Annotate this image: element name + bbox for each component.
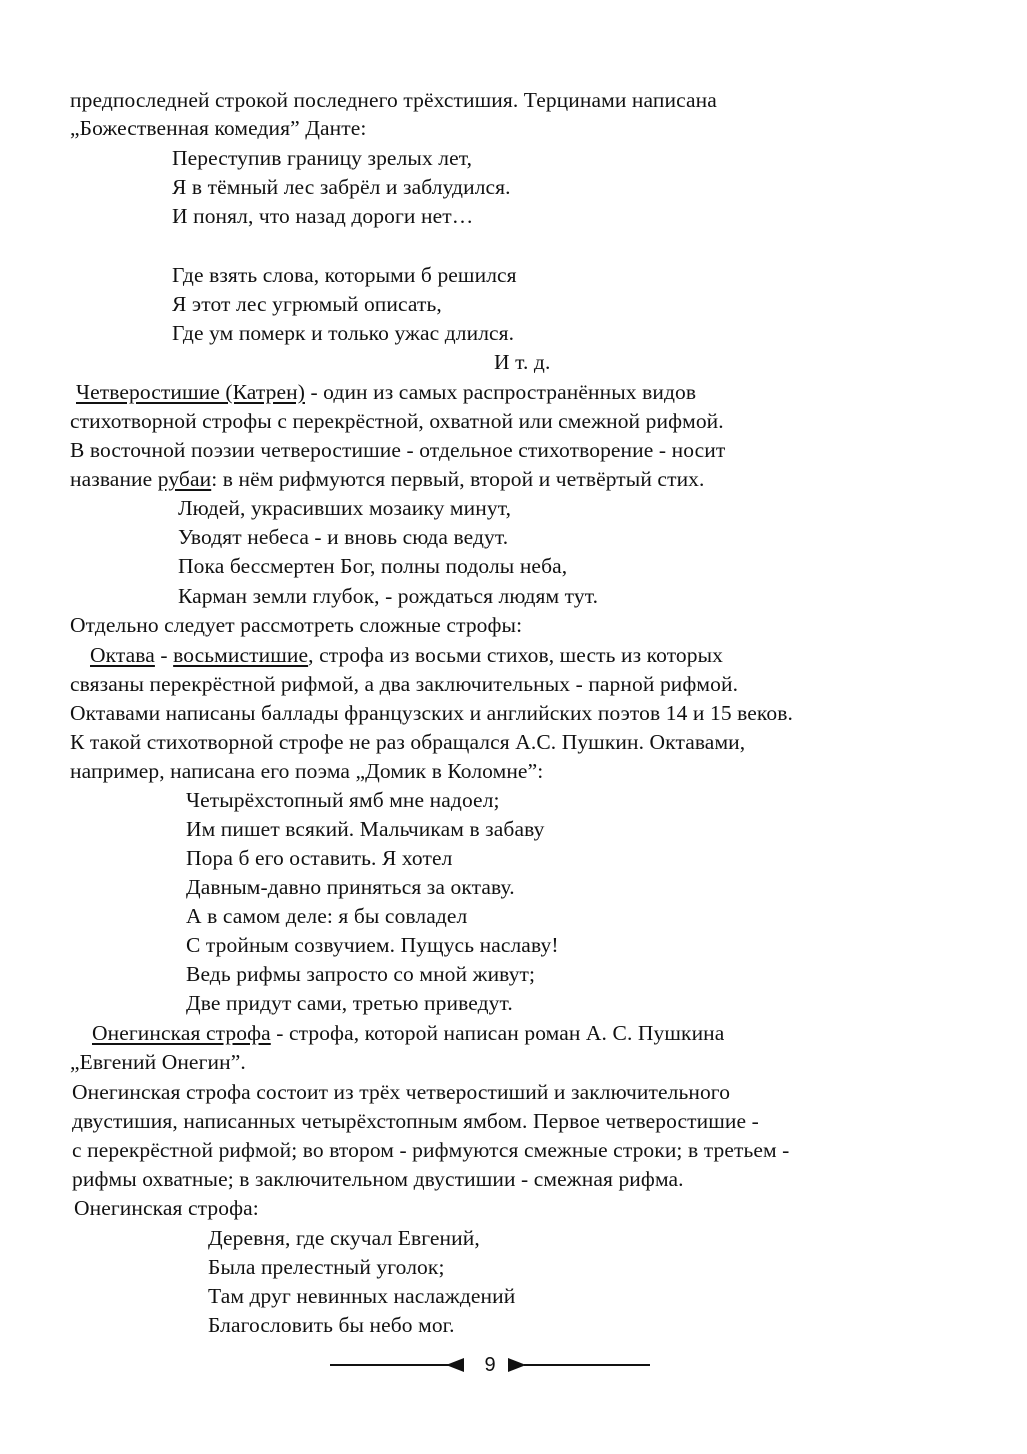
verse-line: Уводят небеса - и вновь сюда ведут.	[178, 525, 509, 549]
verse-line: Четырёхстопный ямб мне надоел;	[186, 788, 500, 812]
verse-line: Давным-давно приняться за октаву.	[186, 875, 515, 899]
verse-line: Пора б его оставить. Я хотел	[186, 846, 453, 870]
paragraph-line: Онегинская строфа состоит из трёх четверостиший и заключительного	[72, 1080, 731, 1104]
etc-label: И т. д.	[494, 350, 551, 374]
paragraph-line: Октавами написаны баллады французских и английских поэтов 14 и 15 веков.	[70, 701, 793, 725]
verse-line: Была прелестный уголок;	[208, 1255, 445, 1279]
term-rubai: рубаи	[157, 467, 212, 491]
page-number: 9	[484, 1354, 496, 1376]
verse-line: Людей, украсивших мозаику минут,	[178, 496, 512, 520]
paragraph-line: например, написана его поэма „Домик в Коломне”:	[70, 759, 544, 783]
paragraph-line: „Евгений Онегин”.	[70, 1050, 246, 1074]
term-oktava: Октава	[90, 643, 155, 667]
verse-line: Я в тёмный лес забрёл и заблудился.	[172, 175, 511, 199]
verse-line: А в самом деле: я бы совладел	[186, 904, 468, 928]
verse-line: Деревня, где скучал Евгений,	[208, 1226, 480, 1250]
verse-line: Ведь рифмы запросто со мной живут;	[186, 962, 536, 986]
verse-line: Где взять слова, которыми б решился	[172, 263, 517, 287]
paragraph-line: двустишия, написанных четырёхстопным ямбом. Первое четверостишие -	[72, 1109, 759, 1133]
verse-line: Благословить бы небо мог.	[208, 1313, 455, 1337]
verse-line: Там друг невинных наслаждений	[208, 1284, 516, 1308]
paragraph-line: связаны перекрёстной рифмой, а два заключительных - парной рифмой.	[70, 672, 739, 696]
term-onegin: Онегинская строфа	[92, 1021, 271, 1045]
paragraph-line: „Божественная комедия” Данте:	[70, 116, 367, 140]
paragraph-line: с перекрёстной рифмой; во втором - рифмуются смежные строки; в третьем -	[72, 1138, 790, 1162]
verse-line: С тройным созвучием. Пущусь наславу!	[186, 933, 559, 957]
paragraph-line: Отдельно следует рассмотреть сложные строфы:	[70, 613, 523, 637]
paragraph-line: предпоследней строкой последнего трёхстишия. Терцинами написана	[70, 88, 717, 112]
paragraph-line: стихотворной строфы с перекрёстной, охватной или смежной рифмой.	[70, 409, 724, 433]
verse-line: Пока бессмертен Бог, полны подолы неба,	[178, 554, 568, 578]
paragraph-line: К такой стихотворной строфе не раз обращался А.С. Пушкин. Октавами,	[70, 730, 746, 754]
verse-line: Карман земли глубок, - рождаться людям тут.	[178, 584, 599, 608]
paragraph-line: рифмы охватные; в заключительном двустишии - смежная рифма.	[72, 1167, 684, 1191]
paragraph-line: Четверостишие (Катрен) - один из самых распространённых видов	[76, 380, 697, 404]
verse-line: И понял, что назад дороги нет…	[172, 204, 474, 228]
verse-line: Где ум померк и только ужас длился.	[172, 321, 515, 345]
footer-rule-right	[524, 1364, 650, 1366]
term-vosmistishie: восьмистишие	[173, 643, 309, 667]
verse-line: Переступив границу зрелых лет,	[172, 146, 473, 170]
paragraph-line: название рубаи: в нём рифмуются первый, второй и четвёртый стих.	[70, 467, 705, 491]
paragraph-line: Онегинская строфа:	[74, 1196, 259, 1220]
verse-line: Я этот лес угрюмый описать,	[172, 292, 442, 316]
paragraph-line: Октава - восьмистишие, строфа из восьми стихов, шесть из которых	[90, 643, 724, 667]
paragraph-line: В восточной поэзии четверостишие - отдельное стихотворение - носит	[70, 438, 726, 462]
verse-line: Две придут сами, третью приведут.	[186, 991, 513, 1015]
term-katren: Четверостишие (Катрен)	[76, 380, 305, 404]
verse-line: Им пишет всякий. Мальчикам в забаву	[186, 817, 545, 841]
paragraph-line: Онегинская строфа - строфа, которой написан роман А. С. Пушкина	[92, 1021, 725, 1045]
